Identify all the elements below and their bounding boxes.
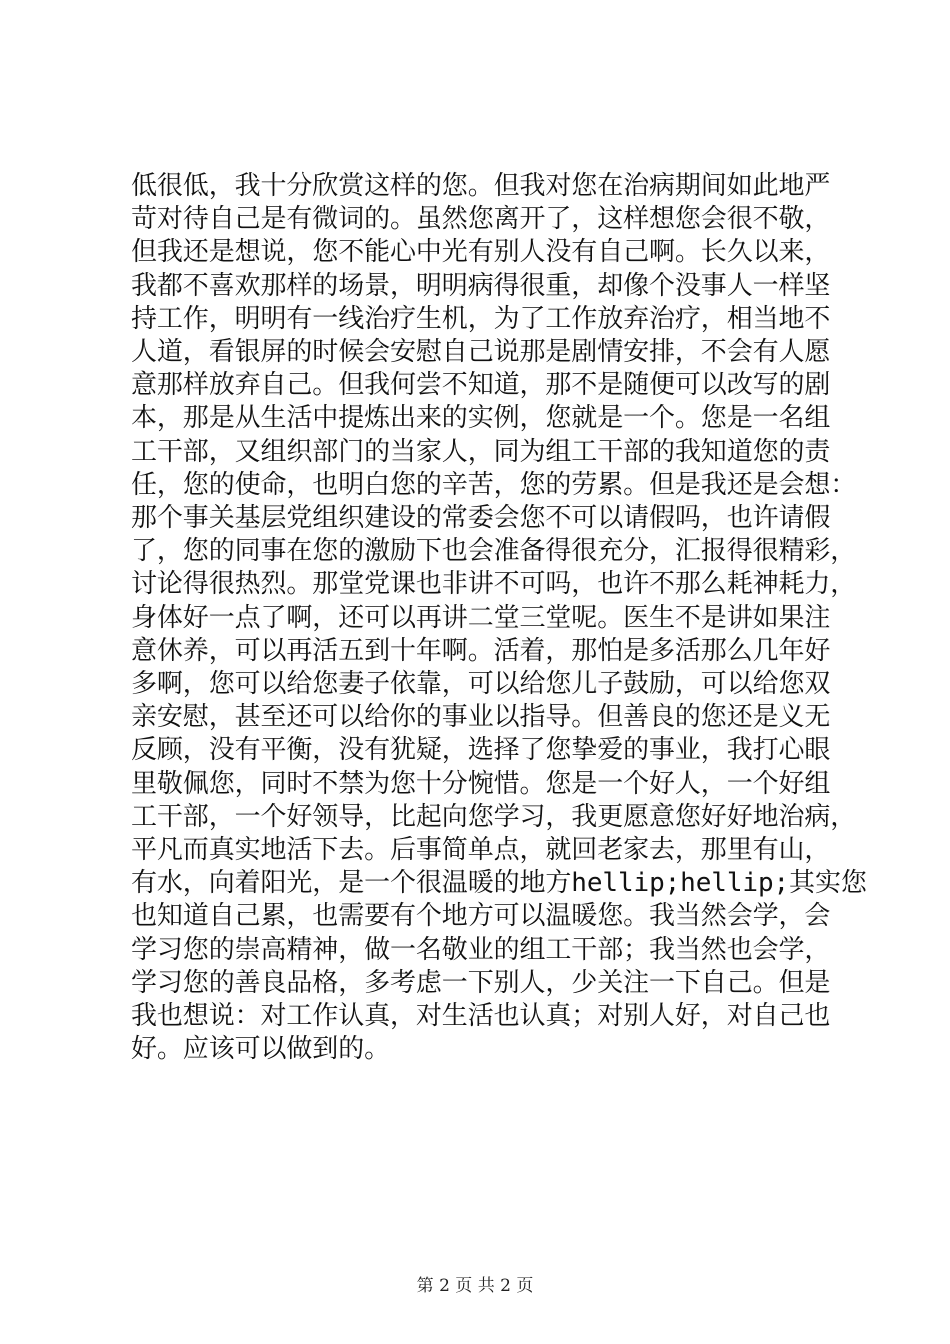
page-number-footer: 第 2 页 共 2 页 (416, 1276, 534, 1296)
text-line: 人道，看银屏的时候会安慰自己说那是剧情安排，不会有人愿 (131, 337, 831, 368)
text-line: 好。应该可以做到的。 (131, 1034, 391, 1065)
text-line: 了，您的同事在您的激励下也会准备得很充分，汇报得很精彩， (131, 536, 857, 567)
text-line: 苛对待自己是有微词的。虽然您离开了，这样想您会很不敬， (131, 204, 831, 235)
text-line: 那个事关基层党组织建设的常委会您不可以请假吗，也许请假 (131, 503, 831, 534)
text-line: 我也想说：对工作认真，对生活也认真；对别人好，对自己也 (131, 1001, 831, 1032)
text-line: 意休养，可以再活五到十年啊。活着，那怕是多活那么几年好 (131, 635, 831, 666)
text-line: 持工作，明明有一线治疗生机，为了工作放弃治疗，相当地不 (131, 303, 831, 334)
text-line: 亲安慰，甚至还可以给你的事业以指导。但善良的您还是义无 (131, 702, 831, 733)
text-line: 学习您的善良品格，多考虑一下别人，少关注一下自己。但是 (131, 967, 831, 998)
text-line: 低很低，我十分欣赏这样的您。但我对您在治病期间如此地严 (131, 171, 831, 201)
text-line: 多啊，您可以给您妻子依靠，可以给您儿子鼓励，可以给您双 (131, 669, 831, 700)
text-line: 任，您的使命，也明白您的辛苦，您的劳累。但是我还是会想： (131, 469, 857, 500)
text-line: 意那样放弃自己。但我何尝不知道，那不是随便可以改写的剧 (131, 370, 831, 401)
text-line: 身体好一点了啊，还可以再讲二堂三堂呢。医生不是讲如果注 (131, 602, 831, 633)
body-text (131, 170, 867, 1066)
text-line: 讨论得很热烈。那堂党课也非讲不可吗，也许不那么耗神耗力， (131, 569, 857, 600)
text-line: 但我还是想说，您不能心中光有别人没有自己啊。长久以来， (131, 237, 831, 268)
text-line: 工干部，一个好领导，比起向您学习，我更愿意您好好地治病， (131, 801, 857, 832)
text-line: 我都不喜欢那样的场景，明明病得很重，却像个没事人一样坚 (131, 270, 831, 301)
text-line: 本，那是从生活中提炼出来的实例，您就是一个。您是一名组 (131, 403, 831, 434)
text-line: 也知道自己累，也需要有个地方可以温暖您。我当然会学，会 (131, 901, 831, 932)
text-line: 有水，向着阳光，是一个很温暖的地方hellip;hellip;其实您 (131, 868, 867, 899)
text-line: 反顾，没有平衡，没有犹疑，选择了您挚爱的事业，我打心眼 (131, 735, 831, 766)
text-line: 工干部，又组织部门的当家人，同为组工干部的我知道您的责 (131, 436, 831, 467)
text-line: 里敬佩您，同时不禁为您十分惋惜。您是一个好人，一个好组 (131, 768, 831, 799)
text-line: 平凡而真实地活下去。后事简单点，就回老家去，那里有山， (131, 835, 831, 866)
text-line: 学习您的崇高精神，做一名敬业的组工干部；我当然也会学， (131, 934, 831, 965)
